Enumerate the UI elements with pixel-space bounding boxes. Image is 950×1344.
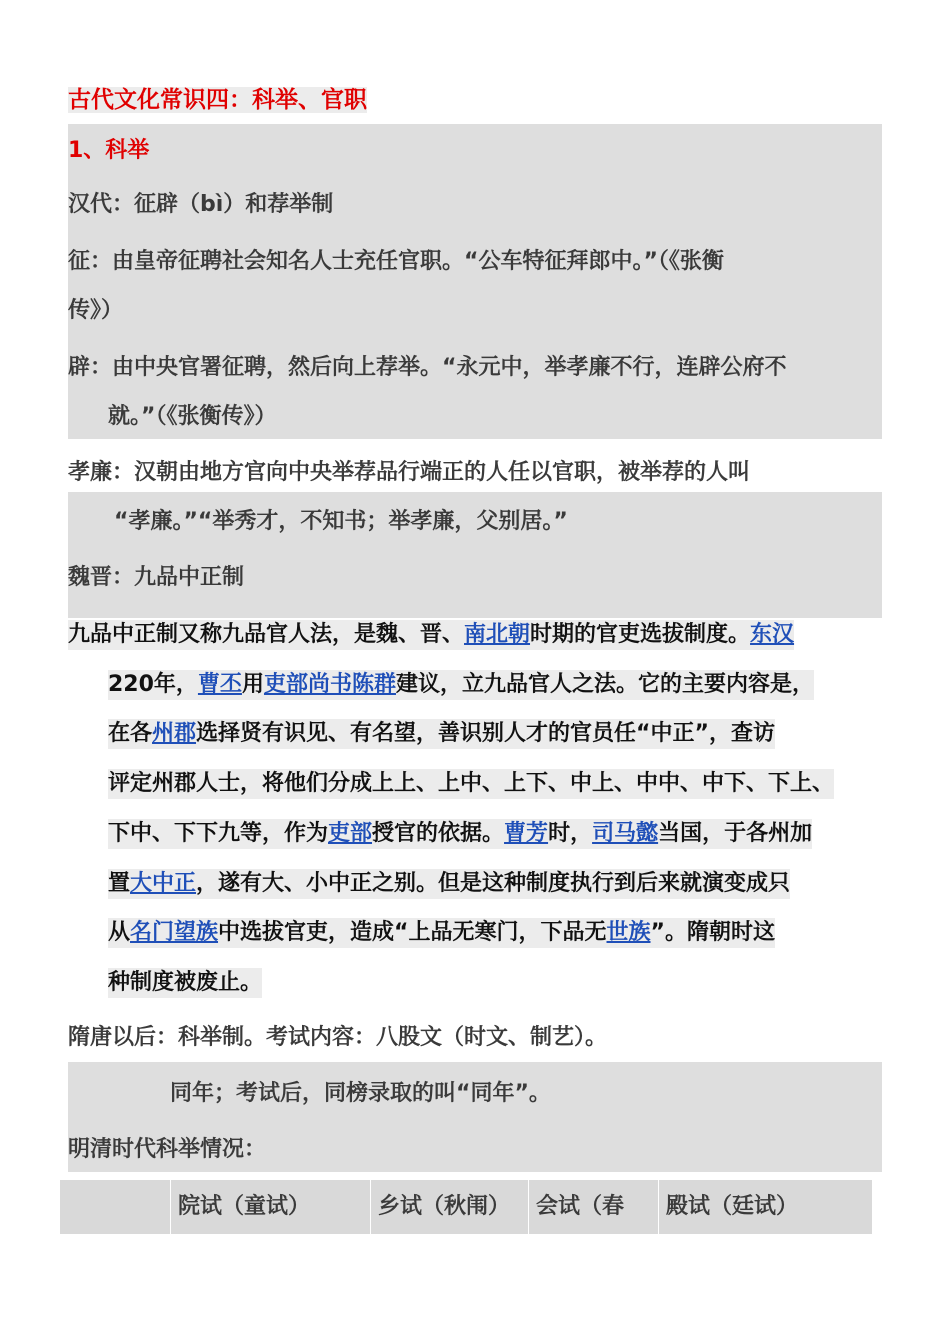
jiupin-line-3: 在各州郡选择贤有识见、有名望，善识别人才的官员任“中正”，查访: [108, 719, 775, 749]
jiupin-line-2: 220年，曹丕用吏部尚书陈群建议，立九品官人之法。它的主要内容是，: [108, 670, 814, 700]
link-shizu[interactable]: 世族: [606, 920, 651, 945]
shade-block-han: [68, 124, 882, 439]
document-title: 古代文化常识四：科举、官职: [68, 87, 367, 113]
table-header-cell-4: 殿试（廷试）: [666, 1194, 799, 1219]
section-heading-keju: 1、科举: [68, 138, 150, 163]
xiaolian-line-2: “孝廉。”“举秀才，不知书；举孝廉，父别居。”: [114, 509, 568, 534]
sui-line-2: 同年；考试后，同榜录取的叫“同年”。: [170, 1081, 551, 1106]
link-caopi[interactable]: 曹丕: [197, 672, 242, 697]
link-zhoujun[interactable]: 州郡: [152, 721, 197, 746]
table-header-cell-1: 院试（童试）: [178, 1194, 311, 1219]
link-libu[interactable]: 吏部: [328, 821, 373, 846]
table-header-cell-2: 乡试（秋闱）: [378, 1194, 511, 1219]
link-donghan[interactable]: 东汉: [750, 622, 795, 647]
jiupin-line-7: 从名门望族中选拔官吏，造成“上品无寒门，下品无世族”。隋朝时这: [108, 918, 775, 948]
jiupin-line-6: 置大中正，遂有大、小中正之别。但是这种制度执行到后来就演变成只: [108, 869, 790, 899]
table-divider: [170, 1180, 171, 1234]
table-header-cell-0: [60, 1180, 170, 1234]
table-divider: [528, 1180, 529, 1234]
jiupin-line-4: 评定州郡人士，将他们分成上上、上中、上下、中上、中中、中下、下上、: [108, 769, 834, 799]
table-divider: [658, 1180, 659, 1234]
link-nanbeichao[interactable]: 南北朝: [464, 622, 531, 647]
link-chenqun[interactable]: 吏部尚书陈群: [263, 672, 396, 697]
xiaolian-line-1: 孝廉：汉朝由地方官向中央举荐品行端正的人任以官职，被举荐的人叫: [68, 460, 751, 485]
jiupin-line-8: 种制度被废止。: [108, 968, 262, 998]
jiupin-line-5: 下中、下下九等，作为吏部授官的依据。曹芳时，司马懿当国，于各州加: [108, 819, 812, 849]
jiupin-line-1: 九品中正制又称九品官人法，是魏、晋、南北朝时期的官吏选拔制度。东汉: [68, 620, 794, 650]
table-divider: [370, 1180, 371, 1234]
pi-line-2: 就。”（《张衡传》）: [108, 404, 277, 429]
zheng-line-2: 传》）: [68, 298, 124, 323]
link-caofang[interactable]: 曹芳: [504, 821, 549, 846]
han-heading: 汉代：征辟（bì）和荐举制: [68, 192, 334, 217]
link-dazhongzheng[interactable]: 大中正: [130, 871, 197, 896]
zheng-line-1: 征：由皇帝征聘社会知名人士充任官职。“公车特征拜郎中。”（《张衡: [68, 249, 724, 274]
table-header-cell-3: 会试（春: [536, 1194, 625, 1219]
link-mingmen[interactable]: 名门望族: [130, 920, 219, 945]
sui-line-1: 隋唐以后：科举制。考试内容：八股文（时文、制艺）。: [68, 1025, 608, 1050]
link-simayi[interactable]: 司马懿: [592, 821, 659, 846]
pi-line-1: 辟：由中央官署征聘，然后向上荐举。“永元中，举孝廉不行，连辟公府不: [68, 355, 787, 380]
wei-heading: 魏晋：九品中正制: [68, 565, 245, 590]
sui-line-3: 明清时代科举情况：: [68, 1137, 267, 1162]
